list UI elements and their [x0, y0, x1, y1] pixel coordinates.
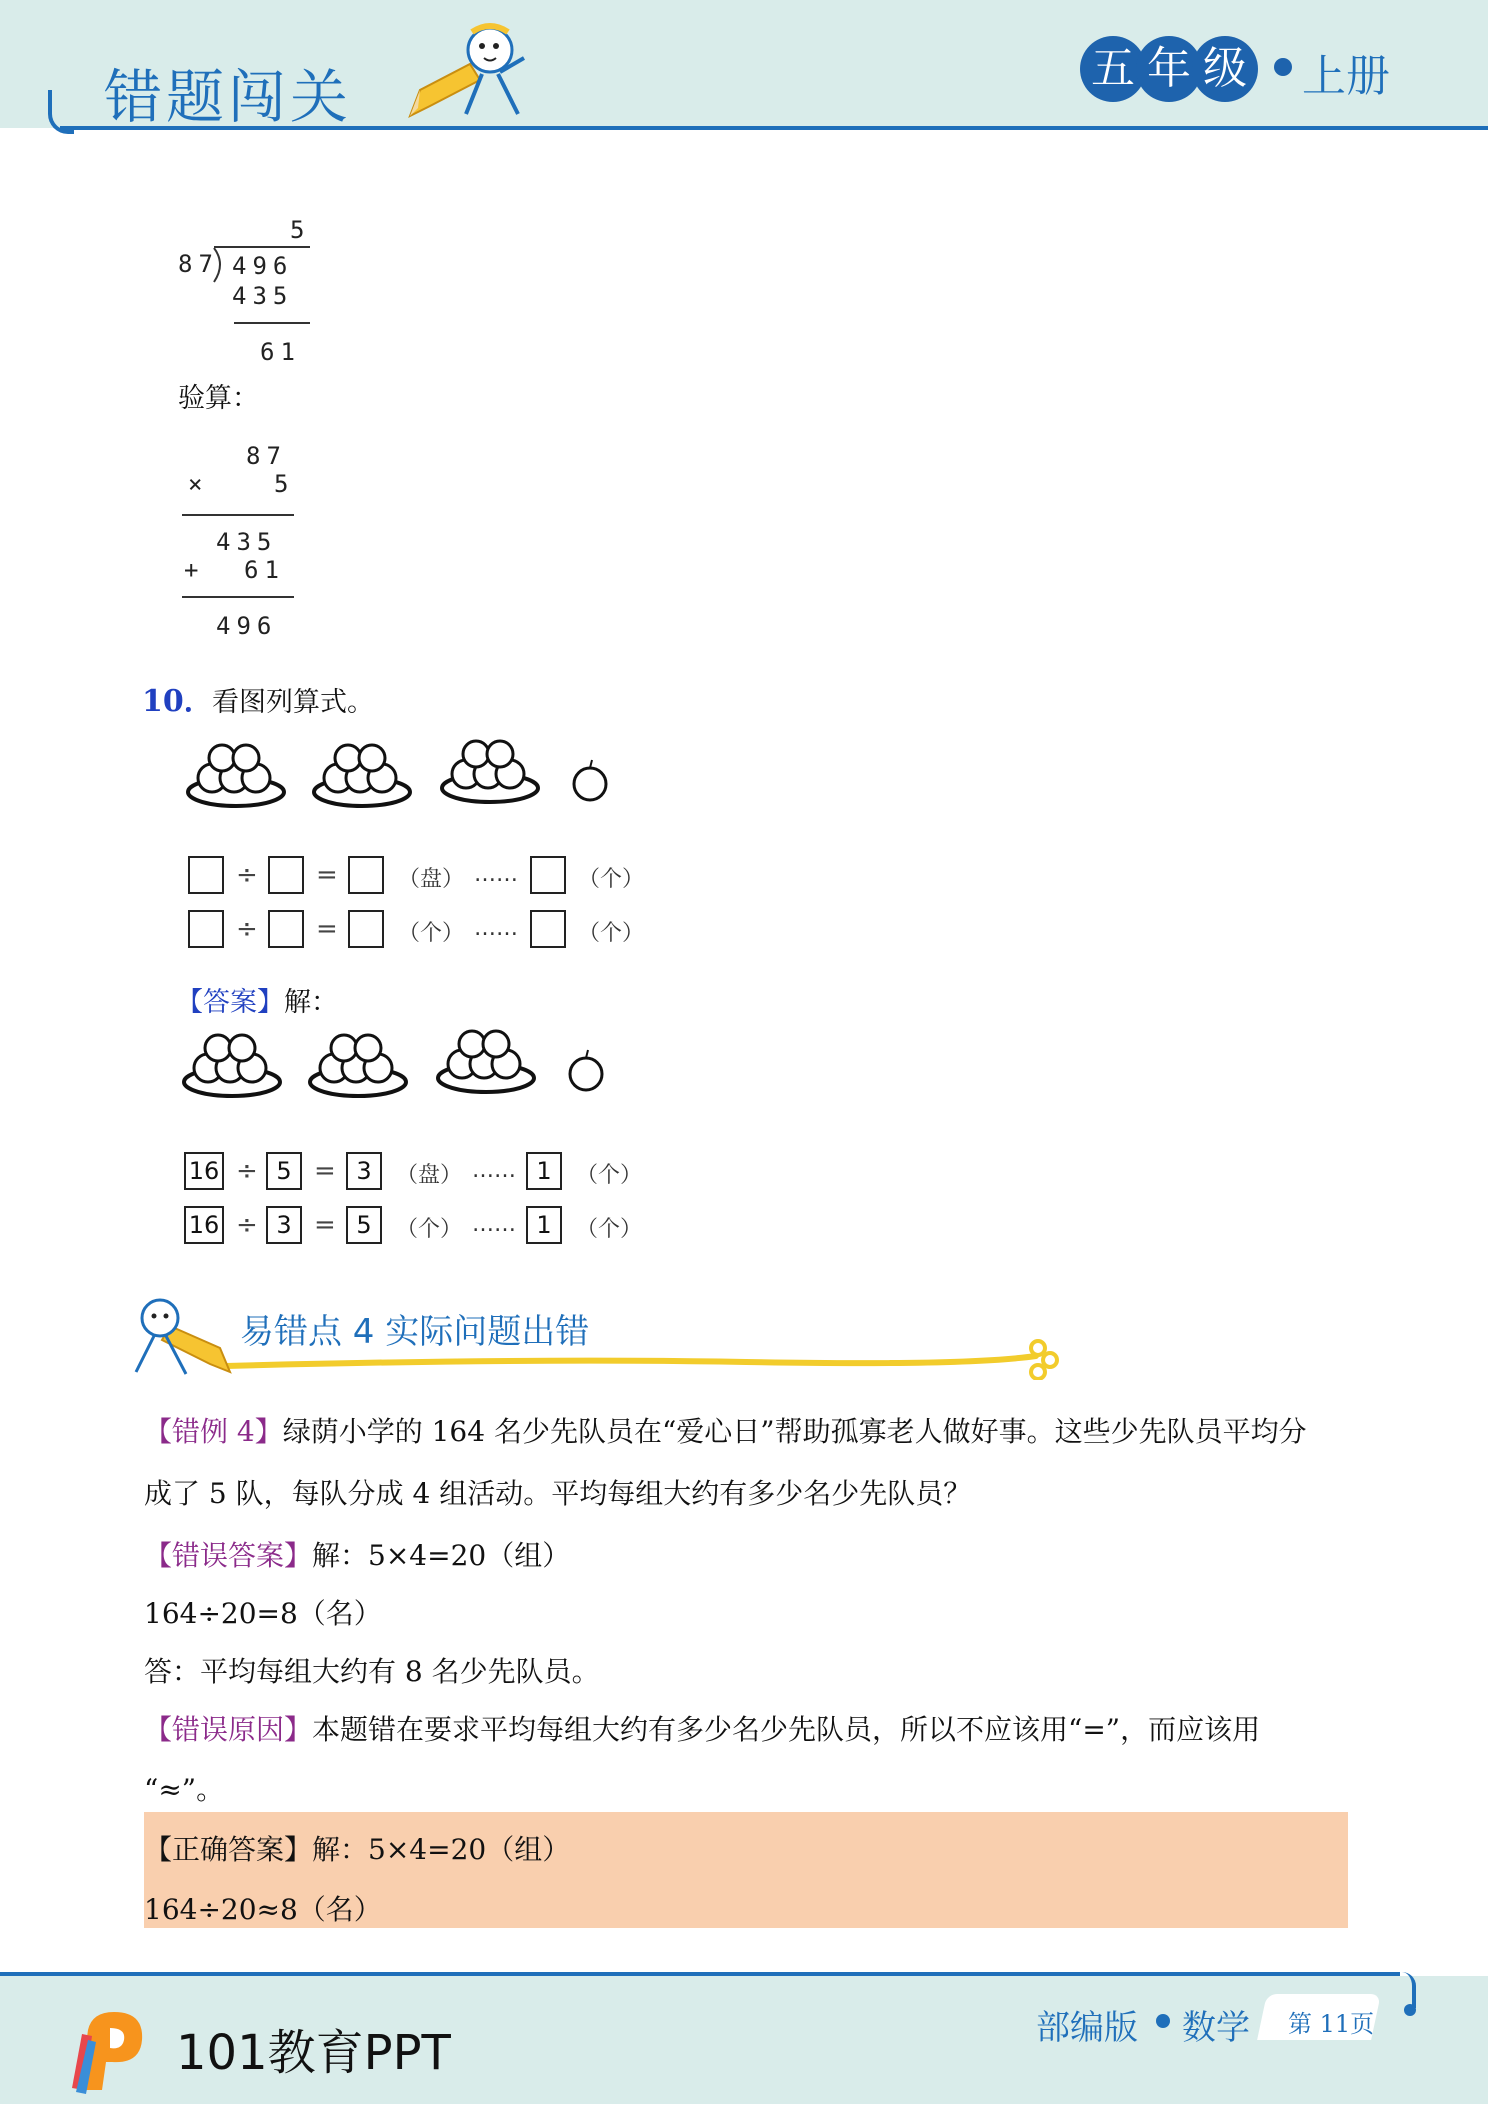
- plate-of-apples-icon: [310, 1035, 406, 1096]
- divide-sign: ÷: [236, 914, 258, 944]
- remainder-dots: ……: [472, 1158, 516, 1183]
- wrong-answer-line-2: 164÷20=8（名）: [144, 1597, 382, 1630]
- blank-box[interactable]: [188, 856, 224, 894]
- wrong-answer-tag: 【错误答案】: [144, 1539, 313, 1572]
- dividend: 496: [232, 252, 294, 280]
- times-sign: ×: [188, 470, 209, 498]
- divisor: 87: [178, 250, 219, 278]
- correct-answer-line-2: 164÷20≈8（名）: [144, 1893, 382, 1926]
- unit-label: （个）: [578, 867, 645, 892]
- apple-icon: [570, 1050, 602, 1090]
- correct-answer-text: 解：5×4=20（组）: [312, 1833, 571, 1866]
- divide-sign: ÷: [236, 860, 258, 890]
- check-factor2: 5: [274, 470, 295, 498]
- check-result: 496: [216, 612, 278, 640]
- blank-box[interactable]: [348, 856, 384, 894]
- volume-label: 上册: [1302, 51, 1390, 102]
- blank-box[interactable]: [348, 910, 384, 948]
- blank-box[interactable]: [268, 856, 304, 894]
- plus-sign: +: [184, 556, 205, 584]
- check-line-2: [182, 596, 294, 598]
- apple-plates-figure: [180, 1026, 620, 1106]
- answer-line: [176, 980, 338, 1019]
- page-number: 第 11页: [1288, 2010, 1375, 2038]
- remainder: 61: [260, 338, 301, 366]
- equals-sign: =: [316, 914, 338, 944]
- example-tag: 【错例 4】: [144, 1415, 283, 1448]
- equals-sign: =: [314, 1156, 336, 1186]
- divide-sign: ÷: [236, 1156, 258, 1186]
- blank-box[interactable]: [530, 910, 566, 948]
- example-text-1: 绿荫小学的 164 名少先队员在“爱心日”帮助孤寡老人做好事。这些少先队员平均分: [282, 1415, 1307, 1448]
- check-addend: 61: [244, 556, 285, 584]
- brand-name: 101教育PPT: [176, 2025, 451, 2081]
- bullet-dot-icon: [1404, 2004, 1416, 2016]
- bow-icon: [1031, 1341, 1057, 1379]
- answer-box: 5: [346, 1206, 382, 1244]
- subject-label: 数学: [1182, 2008, 1250, 2048]
- answer-box: 1: [526, 1152, 562, 1190]
- division-bar: [214, 246, 310, 248]
- section-title: 易错点 4 实际问题出错: [240, 1312, 590, 1352]
- wrong-answer-line-1: [144, 1534, 570, 1574]
- page-title: 错题闯关: [104, 63, 353, 131]
- pencil-mascot-icon: [400, 18, 540, 122]
- remainder-dots: ……: [474, 916, 518, 941]
- plate-of-apples-icon: [442, 741, 538, 802]
- apple-icon: [574, 760, 606, 800]
- unit-label: （盘）: [398, 867, 465, 892]
- reason-line-1: [144, 1708, 1260, 1748]
- check-label: 验算：: [178, 383, 259, 414]
- equals-sign: =: [314, 1210, 336, 1240]
- unit-label: （个）: [576, 1217, 643, 1242]
- answer-box: 1: [526, 1206, 562, 1244]
- remainder-dots: ……: [474, 862, 518, 887]
- reason-tag: 【错误原因】: [144, 1713, 313, 1746]
- apple-plates-figure: [184, 736, 624, 816]
- brand-logo-icon: [66, 2000, 162, 2096]
- wrong-answer-line-3: 答：平均每组大约有 8 名少先队员。: [144, 1655, 600, 1688]
- reason-line-2: “≈”。: [144, 1773, 225, 1806]
- remainder-dots: ……: [472, 1212, 516, 1237]
- plate-of-apples-icon: [184, 1035, 280, 1096]
- plate-of-apples-icon: [314, 745, 410, 806]
- correct-answer-tag: 【正确答案】: [144, 1833, 313, 1866]
- unit-label: （盘）: [396, 1163, 463, 1188]
- check-partial: 435: [216, 528, 278, 556]
- answer-box: 5: [266, 1152, 302, 1190]
- divide-sign: ÷: [236, 1210, 258, 1240]
- answer-text: 解：: [284, 987, 338, 1018]
- unit-label: （个）: [578, 921, 645, 946]
- plate-of-apples-icon: [188, 745, 284, 806]
- unit-label: （个）: [576, 1163, 643, 1188]
- check-factor1: 87: [246, 442, 287, 470]
- answer-box: 16: [184, 1152, 224, 1190]
- product: 435: [232, 282, 294, 310]
- question-text: 看图列算式。: [212, 687, 374, 718]
- unit-label: （个）: [396, 1217, 463, 1242]
- correct-answer-line-1: [144, 1828, 570, 1868]
- blank-box[interactable]: [530, 856, 566, 894]
- blank-box[interactable]: [268, 910, 304, 948]
- example-line-1: [144, 1410, 1307, 1450]
- quotient: 5: [290, 216, 311, 244]
- division-bracket: [210, 246, 232, 284]
- bullet-dot-icon: [1156, 2014, 1170, 2028]
- edition-label: 部编版: [1036, 2008, 1138, 2048]
- answer-box: 16: [184, 1206, 224, 1244]
- grade-char-1: 五: [1080, 36, 1146, 102]
- blank-box[interactable]: [188, 910, 224, 948]
- pencil-mascot-icon: [136, 1300, 230, 1374]
- answer-tag: 【答案】: [176, 987, 284, 1018]
- check-line-1: [182, 514, 294, 516]
- footer-hook: [1398, 1972, 1416, 2008]
- reason-text: 本题错在要求平均每组大约有多少名少先队员，所以不应该用“=”，而应该用: [312, 1713, 1261, 1746]
- plate-of-apples-icon: [438, 1031, 534, 1092]
- question-number: 10．: [142, 684, 214, 719]
- bullet-dot-icon: [1274, 58, 1292, 76]
- answer-box: 3: [266, 1206, 302, 1244]
- subtract-line: [234, 322, 310, 324]
- unit-label: （个）: [398, 921, 465, 946]
- wrong-answer-text: 解：5×4=20（组）: [312, 1539, 571, 1572]
- example-line-2: 成了 5 队，每队分成 4 组活动。平均每组大约有多少名少先队员？: [144, 1477, 972, 1510]
- answer-box: 3: [346, 1152, 382, 1190]
- footer-rule: [0, 1972, 1400, 1976]
- grade-char-2: 年: [1136, 36, 1202, 102]
- grade-char-3: 级: [1192, 36, 1258, 102]
- equals-sign: =: [316, 860, 338, 890]
